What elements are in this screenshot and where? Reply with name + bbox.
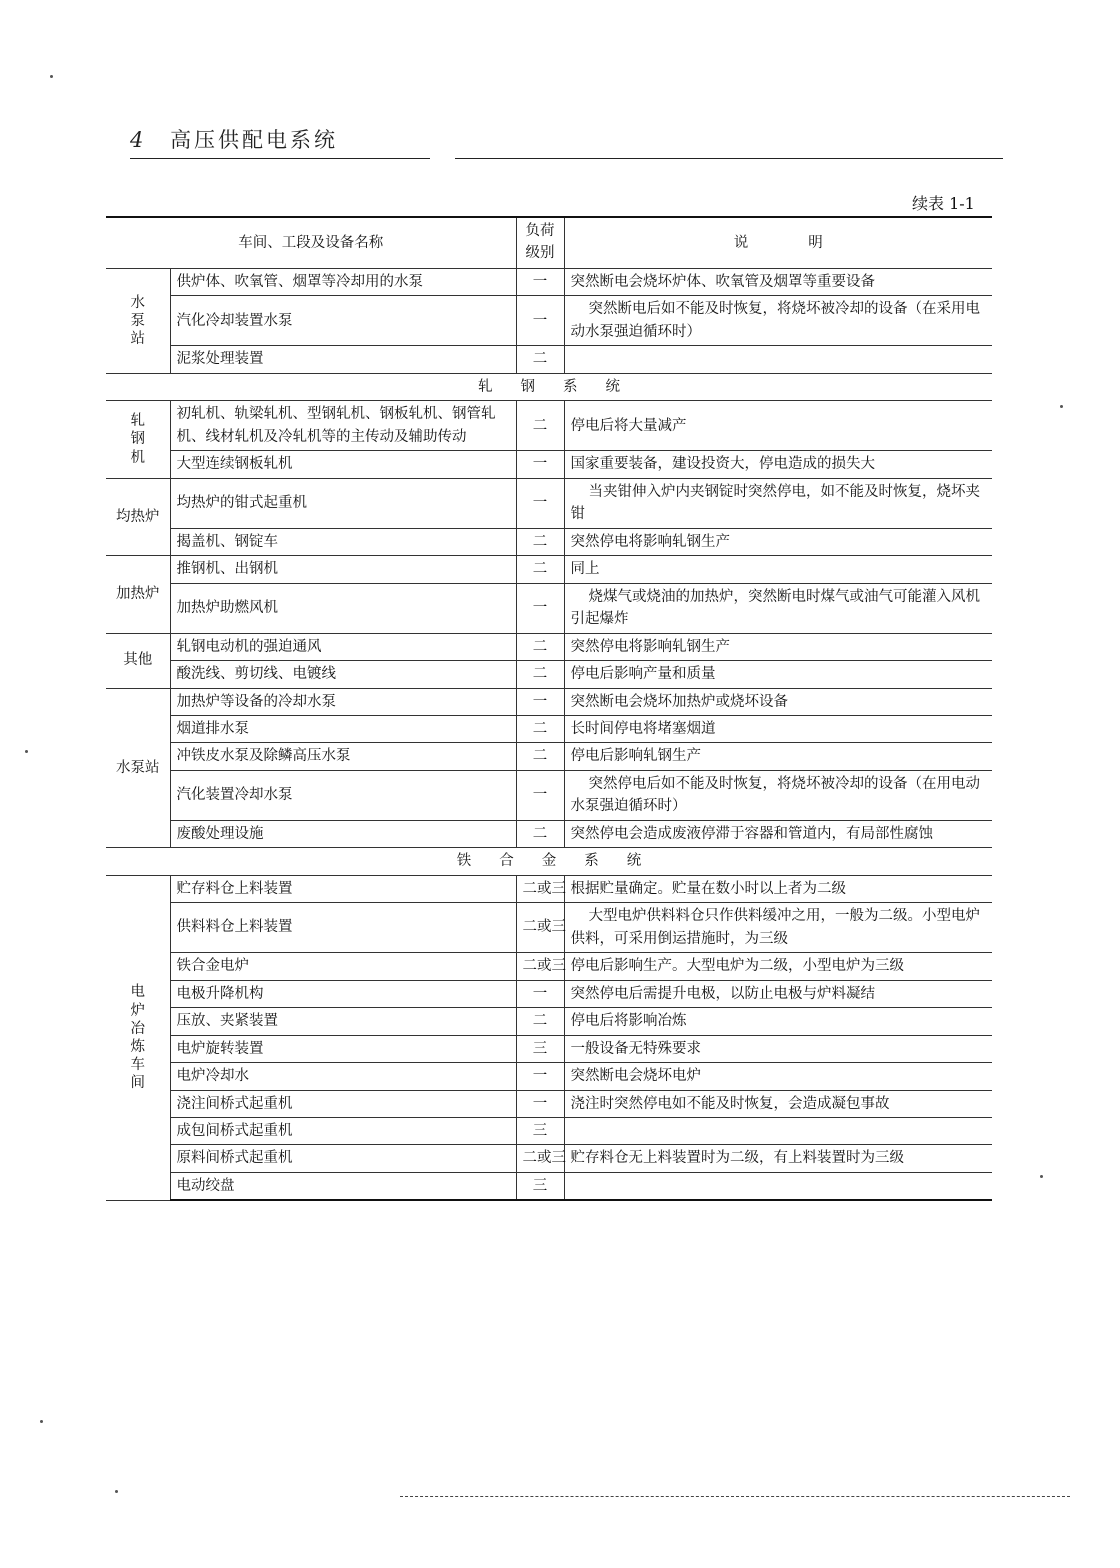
- description-text: 突然断电后如不能及时恢复，将烧坏被冷却的设备（在采用电动水泵强迫循环时）: [570, 301, 980, 340]
- load-level: 一: [516, 269, 564, 296]
- table-row: [106, 715, 992, 742]
- equipment-name: 大型连续钢板轧机: [170, 451, 516, 478]
- load-level: 一: [516, 688, 564, 715]
- group-label-char: 站: [130, 331, 145, 347]
- equipment-name: 泥浆处理装置: [170, 346, 516, 373]
- equipment-name: 推钢机、出钢机: [170, 556, 516, 583]
- table-body: [106, 269, 992, 1201]
- equipment-name: 酸洗线、剪切线、电镀线: [170, 661, 516, 688]
- equipment-name: 烟道排水泵: [170, 715, 516, 742]
- group-label-char: 泵: [130, 312, 145, 329]
- equipment-name: 加热炉助燃风机: [170, 583, 516, 633]
- table-row: [106, 401, 992, 451]
- description: [564, 556, 992, 583]
- table-row: [106, 269, 992, 296]
- equipment-name: 加热炉等设备的冷却水泵: [170, 688, 516, 715]
- description-text: 根据贮量确定。贮量在数小时以上者为二级: [570, 880, 846, 897]
- equipment-name: 电炉冷却水: [170, 1063, 516, 1090]
- table-row: [106, 953, 992, 980]
- section-row: [106, 848, 992, 875]
- equipment-name: 均热炉的钳式起重机: [170, 478, 516, 528]
- description-text: 突然停电将影响轧钢生产: [570, 533, 730, 550]
- equipment-name: 揭盖机、钢锭车: [170, 528, 516, 555]
- group-label: 加热炉: [106, 556, 170, 633]
- equipment-name: 冲铁皮水泵及除鳞高压水泵: [170, 743, 516, 770]
- description-text: 突然断电会烧坏电炉: [570, 1068, 701, 1085]
- equipment-name: 铁合金电炉: [170, 953, 516, 980]
- load-level: 一: [516, 980, 564, 1007]
- table-row: [106, 528, 992, 555]
- description: [564, 980, 992, 1007]
- table-row: [106, 346, 992, 373]
- table-row: [106, 583, 992, 633]
- group-label-char: 水: [130, 294, 145, 311]
- table-row: [106, 661, 992, 688]
- description: [564, 1063, 992, 1090]
- table-row: [106, 688, 992, 715]
- load-level: 二: [516, 633, 564, 660]
- section-row: [106, 373, 992, 400]
- group-label-char: 钢: [130, 431, 145, 448]
- table-row: [106, 1118, 992, 1145]
- description: [564, 688, 992, 715]
- equipment-name: 电极升降机构: [170, 980, 516, 1007]
- load-level: 二或三: [516, 875, 564, 902]
- header-rule-right: [455, 158, 1003, 159]
- load-level: 一: [516, 1063, 564, 1090]
- running-header: [130, 124, 338, 154]
- load-level: 一: [516, 451, 564, 478]
- table-row: [106, 633, 992, 660]
- scan-speck: [1040, 1175, 1043, 1178]
- group-label: [106, 875, 170, 1200]
- table-row: [106, 980, 992, 1007]
- description-text: 停电后将大量减产: [570, 417, 687, 434]
- chapter-number: 4: [130, 128, 147, 152]
- load-level: 二或三: [516, 953, 564, 980]
- footer-rule: [400, 1496, 1070, 1497]
- table-row: [106, 1172, 992, 1200]
- group-label: 均热炉: [106, 478, 170, 555]
- description: [564, 1145, 992, 1172]
- load-level: 三: [516, 1118, 564, 1145]
- description: [564, 296, 992, 346]
- description-text: 突然停电将影响轧钢生产: [570, 638, 730, 655]
- col-header-level-line1: 负荷: [525, 223, 555, 240]
- load-level: 三: [516, 1172, 564, 1200]
- description: [564, 953, 992, 980]
- load-level: 二: [516, 401, 564, 451]
- group-label: [106, 401, 170, 478]
- equipment-name: 汽化冷却装置水泵: [170, 296, 516, 346]
- description: [564, 478, 992, 528]
- load-level: 一: [516, 296, 564, 346]
- equipment-name: 供料料仓上料装置: [170, 903, 516, 953]
- group-label: 水泵站: [106, 688, 170, 848]
- equipment-name: 成包间桥式起重机: [170, 1118, 516, 1145]
- load-level: 二或三: [516, 1145, 564, 1172]
- load-level: 二: [516, 743, 564, 770]
- description-text: 突然断电会烧坏加热炉或烧坏设备: [570, 693, 788, 710]
- table-row: [106, 1035, 992, 1062]
- load-level: 一: [516, 583, 564, 633]
- group-label-char: 机: [130, 449, 145, 466]
- scan-speck: [25, 750, 28, 753]
- description-text: 当夹钳伸入炉内夹钢锭时突然停电，如不能及时恢复，烧坏夹钳: [570, 483, 980, 523]
- description-text: 突然停电会造成废液停滞于容器和管道内，有局部性腐蚀: [570, 825, 933, 842]
- scan-speck: [40, 1420, 43, 1423]
- description: [564, 583, 992, 633]
- group-label-char: 轧: [130, 413, 145, 430]
- group-label: 其他: [106, 633, 170, 688]
- table-row: [106, 875, 992, 902]
- section-title: 轧钢系统: [106, 373, 992, 400]
- description: [564, 346, 992, 373]
- load-level: 二: [516, 715, 564, 742]
- description: [564, 1008, 992, 1035]
- load-level: 一: [516, 770, 564, 820]
- description-text: 停电后将影响冶炼: [570, 1013, 687, 1030]
- table-row: [106, 1008, 992, 1035]
- equipment-name: 轧钢电动机的强迫通风: [170, 633, 516, 660]
- description: [564, 661, 992, 688]
- description: [564, 875, 992, 902]
- equipment-name: 电炉旋转装置: [170, 1035, 516, 1062]
- group-label-char: 电: [130, 984, 145, 1001]
- load-level-table: [106, 216, 992, 1201]
- description: [564, 269, 992, 296]
- equipment-name: 汽化装置冷却水泵: [170, 770, 516, 820]
- equipment-name: 电动绞盘: [170, 1172, 516, 1200]
- description: [564, 770, 992, 820]
- table-row: [106, 451, 992, 478]
- col-header-level-line2: 级别: [525, 245, 555, 261]
- load-level: 二: [516, 528, 564, 555]
- load-level: 二: [516, 1008, 564, 1035]
- description: [564, 1172, 992, 1200]
- table-row: [106, 1063, 992, 1090]
- description: [564, 820, 992, 847]
- description-text: 长时间停电将堵塞烟道: [570, 720, 716, 737]
- group-label-char: 车: [130, 1056, 145, 1073]
- table-row: [106, 1090, 992, 1117]
- section-title: 铁合金系统: [106, 848, 992, 875]
- description-text: 烧煤气或烧油的加热炉，突然断电时煤气或油气可能灌入风机引起爆炸: [570, 588, 980, 628]
- group-label-char: 间: [130, 1075, 145, 1092]
- load-level: 二: [516, 820, 564, 847]
- description: [564, 528, 992, 555]
- table-row: [106, 296, 992, 346]
- description: [564, 743, 992, 770]
- description: [564, 633, 992, 660]
- scan-speck: [1060, 405, 1063, 408]
- description: [564, 1090, 992, 1117]
- equipment-name: 浇注间桥式起重机: [170, 1090, 516, 1117]
- table-row: [106, 770, 992, 820]
- table-row: [106, 1145, 992, 1172]
- description: [564, 451, 992, 478]
- equipment-name: 供炉体、吹氧管、烟罩等冷却用的水泵: [170, 269, 516, 296]
- equipment-name: 原料间桥式起重机: [170, 1145, 516, 1172]
- equipment-name: 废酸处理设施: [170, 820, 516, 847]
- group-label-char: 冶: [130, 1020, 145, 1037]
- table-row: [106, 903, 992, 953]
- description-text: 突然停电后需提升电极，以防止电极与炉料凝结: [570, 985, 875, 1002]
- col-header-note: 说明: [564, 217, 992, 269]
- description-text: 大型电炉供料料仓只作供料缓冲之用，一般为二级。小型电炉供料，可采用倒运措施时，为三级: [570, 908, 980, 947]
- table-row: [106, 743, 992, 770]
- load-level: 二: [516, 556, 564, 583]
- scan-speck: [115, 1490, 118, 1493]
- description-text: 停电后影响轧钢生产: [570, 748, 701, 765]
- description-text: 一般设备无特殊要求: [570, 1040, 701, 1057]
- table-caption: 续表 1-1: [912, 194, 975, 213]
- col-header-level: [516, 217, 564, 269]
- description: [564, 903, 992, 953]
- scan-speck: [50, 75, 53, 78]
- load-level: 二: [516, 661, 564, 688]
- table-row: [106, 820, 992, 847]
- table-row: [106, 478, 992, 528]
- equipment-name: 贮存料仓上料装置: [170, 875, 516, 902]
- group-label: [106, 269, 170, 374]
- description: [564, 1118, 992, 1145]
- header-rule-left: [130, 158, 430, 159]
- description-text: 贮存料仓无上料装置时为二级，有上料装置时为三级: [570, 1150, 904, 1167]
- load-level: 二或三: [516, 903, 564, 953]
- group-label-char: 炼: [130, 1038, 145, 1055]
- chapter-title: 高压供配电系统: [170, 128, 339, 152]
- load-level: 一: [516, 478, 564, 528]
- table-row: [106, 556, 992, 583]
- load-level: 一: [516, 1090, 564, 1117]
- description: [564, 715, 992, 742]
- description-text: 突然断电会烧坏炉体、吹氧管及烟罩等重要设备: [570, 274, 875, 290]
- description: [564, 401, 992, 451]
- equipment-name: 初轧机、轨梁轧机、型钢轧机、钢板轧机、钢管轧机、线材轧机及冷轧机等的主传动及辅助传动: [170, 401, 516, 451]
- description-text: 同上: [570, 561, 600, 578]
- table-header-row: [106, 217, 992, 269]
- description-text: 停电后影响生产。大型电炉为二级，小型电炉为三级: [570, 958, 904, 975]
- load-level: 三: [516, 1035, 564, 1062]
- load-level: 二: [516, 346, 564, 373]
- col-header-name: 车间、工段及设备名称: [106, 217, 516, 269]
- description-text: 国家重要装备，建设投资大，停电造成的损失大: [570, 456, 875, 473]
- equipment-name: 压放、夹紧装置: [170, 1008, 516, 1035]
- description-text: 停电后影响产量和质量: [570, 666, 716, 683]
- group-label-char: 炉: [130, 1002, 145, 1019]
- description-text: 突然停电后如不能及时恢复，将烧坏被冷却的设备（在用电动水泵强迫循环时）: [570, 775, 980, 815]
- description-text: 浇注时突然停电如不能及时恢复，会造成凝包事故: [570, 1095, 890, 1112]
- description: [564, 1035, 992, 1062]
